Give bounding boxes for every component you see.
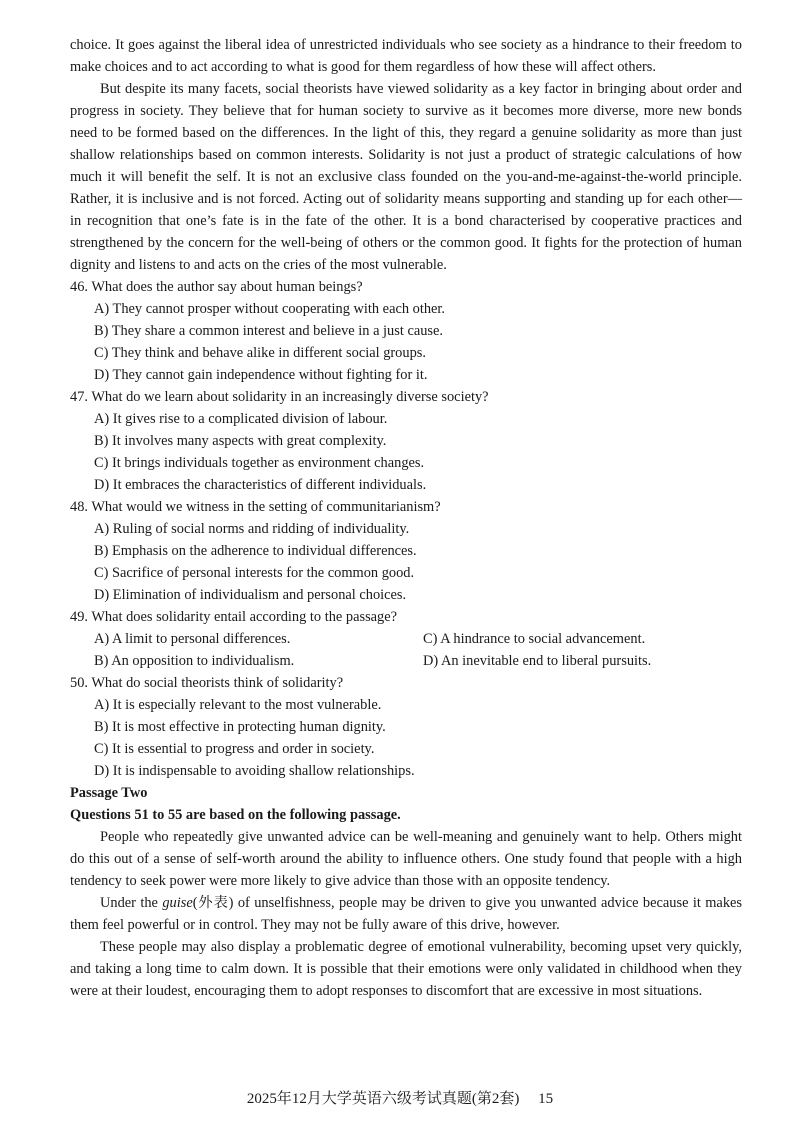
question-48-stem: 48. What would we witness in the setting of communitarianism? [70, 499, 441, 515]
option-c[interactable]: C) It is essential to progress and order in society. [94, 741, 375, 757]
passage-paragraph [70, 892, 742, 936]
option-d[interactable]: D) It is indispensable to avoiding shallow relationships. [94, 763, 415, 779]
option-b[interactable]: B) Emphasis on the adherence to individual differences. [94, 543, 417, 559]
option-d[interactable]: D) Elimination of individualism and personal choices. [94, 587, 407, 603]
question-46-options [70, 298, 742, 386]
text-run: Under the [100, 895, 163, 911]
passage-paragraph: But despite its many facets, social theorists have viewed solidarity as a key factor in bringing about order and progress in society. They believe that for human society to survive as it becomes more diverse, more new bonds need to be formed based on the differences. In the light of this, they regard a genuine solidarity as more than just shallow relationships based on common interests. Solidarity is not just a product of strategic calculations of how much it will benefit the self. It is not an exclusive class founded on the you-and-me-against-the-world principle. Rather, it is inclusive and is not forced. Acting out of solidarity means supporting and standing up for each other—in recognition that one’s fate is in the fate of the other. It is a bond characterised by cooperative practices and strengthened by the concern for the well-being of others or the common good. It fights for the protection of human dignity and listens to and acts on the cries of the most vulnerable. [70, 81, 742, 273]
option-d[interactable]: D) They cannot gain independence without fighting for it. [94, 367, 428, 383]
question-50-options [70, 694, 742, 782]
question-49-options [70, 628, 742, 672]
option-a[interactable]: A) Ruling of social norms and ridding of individuality. [94, 521, 410, 537]
page-footer: 2025年12月大学英语六级考试真题(第2套) 15 [246, 1091, 554, 1107]
option-a[interactable]: A) It is especially relevant to the most vulnerable. [94, 697, 382, 713]
option-c[interactable]: C) It brings individuals together as environment changes. [94, 455, 425, 471]
option-a[interactable]: A) A limit to personal differences. [94, 631, 291, 647]
option-b[interactable]: B) An opposition to individualism. [94, 653, 295, 669]
question-47-stem: 47. What do we learn about solidarity in an increasingly diverse society? [70, 389, 489, 405]
question-47-options [70, 408, 742, 496]
option-b[interactable]: B) It involves many aspects with great complexity. [94, 433, 387, 449]
question-46-stem: 46. What does the author say about human beings? [70, 279, 363, 295]
option-a[interactable]: A) They cannot prosper without cooperating with each other. [94, 301, 446, 317]
passage-paragraph: These people may also display a problematic degree of emotional vulnerability, becoming upset very quickly, and taking a long time to calm down. It is possible that their emotions were only validated in childhood when they were at their loudest, encouraging them to adopt responses to discomfort that are excessive in most situations. [70, 939, 742, 999]
option-c[interactable]: C) Sacrifice of personal interests for the common good. [94, 565, 415, 581]
option-c[interactable]: C) They think and behave alike in different social groups. [94, 345, 426, 361]
option-b[interactable]: B) It is most effective in protecting human dignity. [94, 719, 386, 735]
section-instruction: Questions 51 to 55 are based on the following passage. [70, 807, 401, 823]
chinese-gloss: (外表) [192, 895, 234, 911]
text-run: of unselfishness, people may be driven to give you unwanted advice because it makes them feel powerful or in control. They may not be fully aware of this drive, however. [70, 895, 743, 933]
section-heading: Passage Two [70, 785, 148, 801]
question-49-stem: 49. What does solidarity entail according to the passage? [70, 609, 398, 625]
passage-paragraph: People who repeatedly give unwanted advice can be well-meaning and genuinely want to help. Others might do this out of a sense of self-worth around the ability to influence others. One study found that people with a high tendency to seek power were more likely to give advice than those with an opposite tendency. [70, 829, 742, 889]
option-b[interactable]: B) They share a common interest and believe in a just cause. [94, 323, 443, 339]
glossed-word: guise [162, 895, 193, 911]
option-c[interactable]: C) A hindrance to social advancement. [423, 631, 646, 647]
option-a[interactable]: A) It gives rise to a complicated division of labour. [94, 411, 388, 427]
question-50-stem: 50. What do social theorists think of solidarity? [70, 675, 344, 691]
option-d[interactable]: D) It embraces the characteristics of different individuals. [94, 477, 427, 493]
passage-paragraph: choice. It goes against the liberal idea of unrestricted individuals who see society as a hindrance to their freedom to make choices and to act according to what is good for them regardless of how these will affect others. [70, 37, 742, 75]
option-d[interactable]: D) An inevitable end to liberal pursuits. [423, 653, 652, 669]
question-48-options [70, 518, 742, 606]
